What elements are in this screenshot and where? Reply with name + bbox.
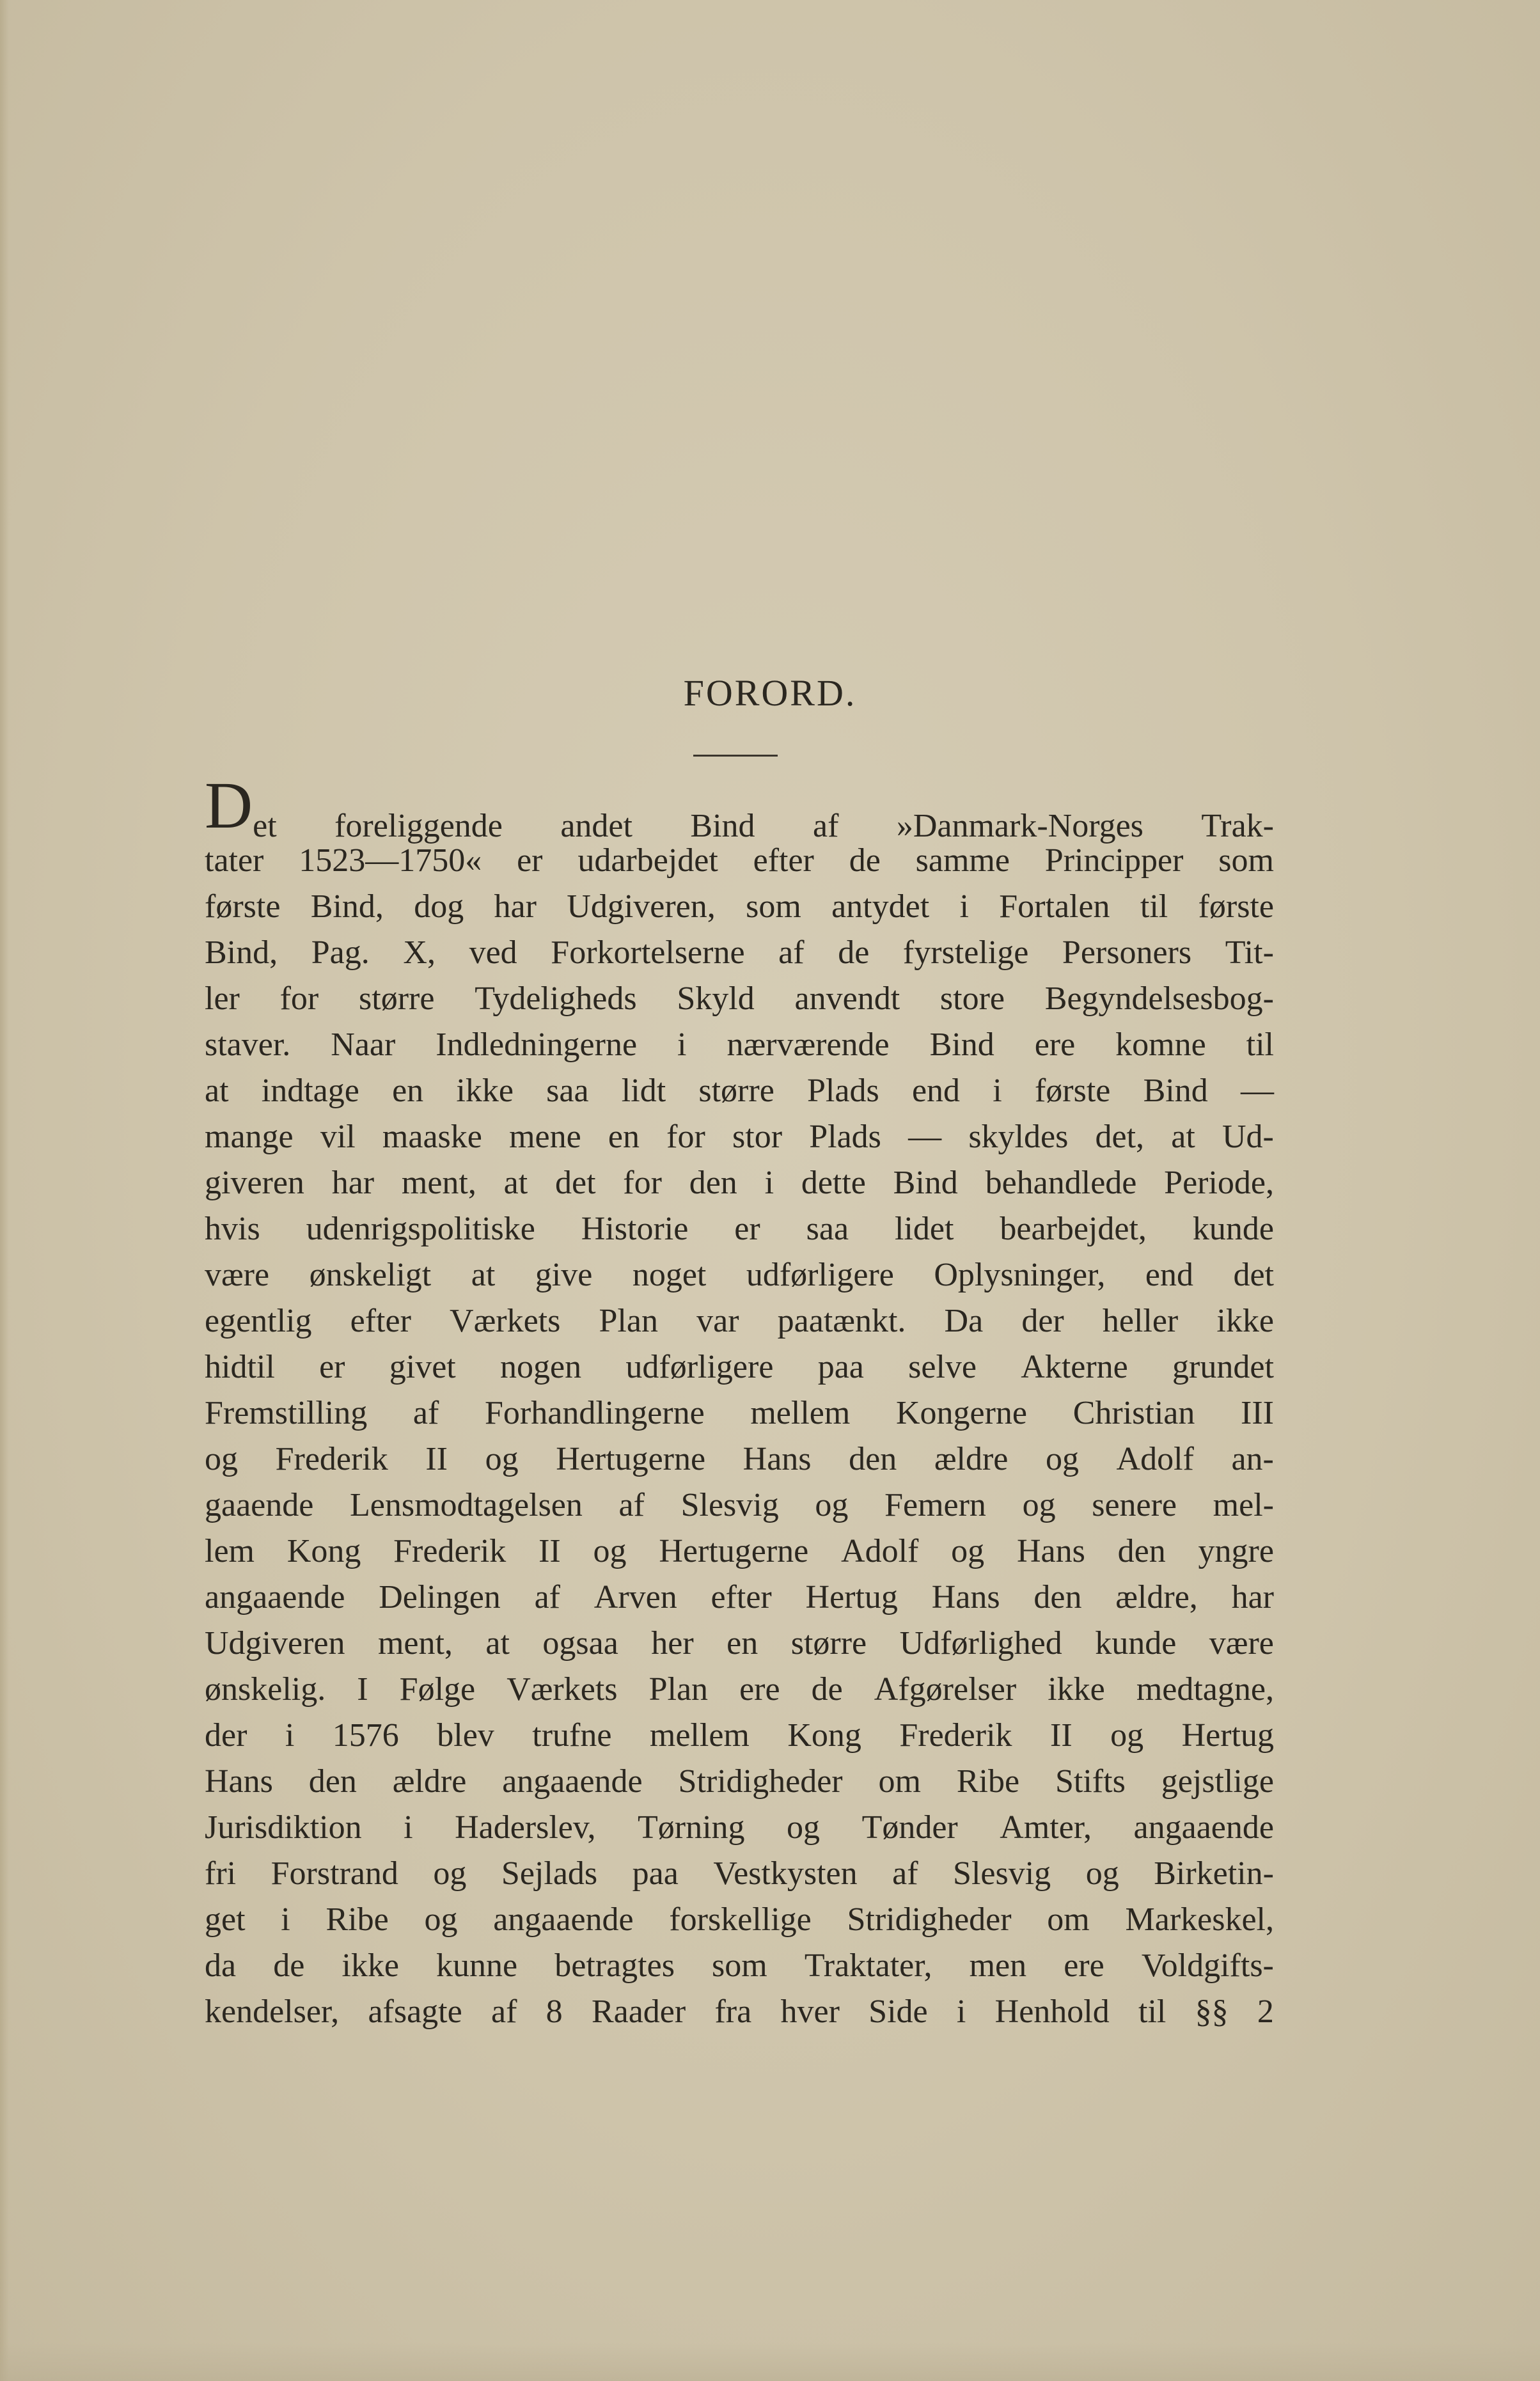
word: medtagne,	[1136, 1671, 1274, 1708]
word: af	[534, 1579, 560, 1615]
word: Bind	[1143, 1073, 1208, 1109]
text-line	[205, 884, 1274, 930]
word: i	[993, 1073, 1002, 1109]
word: II	[538, 1533, 561, 1569]
word: kunde	[1192, 1211, 1274, 1247]
word: og	[205, 1441, 238, 1477]
word: ikke	[456, 1073, 514, 1109]
word: Hans	[205, 1763, 273, 1800]
word: Arven	[593, 1579, 677, 1615]
word: Side	[868, 1993, 928, 2030]
word: paa	[817, 1349, 864, 1385]
word: og	[1085, 1855, 1119, 1892]
word: den	[689, 1165, 737, 1201]
word: staver.	[205, 1026, 291, 1063]
word: og	[433, 1855, 467, 1892]
word: 1576	[332, 1717, 399, 1754]
text-line	[205, 1390, 1274, 1436]
word: ere	[739, 1671, 780, 1708]
word: store	[939, 980, 1005, 1017]
word: og	[1022, 1487, 1056, 1523]
word: i	[959, 888, 969, 925]
word: Hans	[931, 1579, 1000, 1615]
word: get	[205, 1901, 246, 1938]
word: »Danmark-Norges	[896, 808, 1143, 844]
word: Følge	[399, 1671, 476, 1708]
word: er	[319, 1349, 345, 1385]
word: her	[651, 1625, 694, 1662]
word: Ribe	[956, 1763, 1020, 1800]
word: de	[273, 1947, 305, 1984]
word: Værkets	[450, 1303, 561, 1339]
word: Udførlighed	[899, 1625, 1062, 1662]
page-title: FORORD.	[683, 672, 857, 714]
text-line	[205, 1897, 1274, 1943]
word: tater	[205, 842, 264, 879]
word: paa	[632, 1855, 679, 1892]
word: er	[734, 1211, 760, 1247]
page-bottom-shadow	[0, 2343, 1540, 2381]
word: II	[425, 1441, 448, 1477]
word: Frederik	[899, 1717, 1012, 1754]
word: af	[491, 1993, 517, 2030]
text-line	[205, 1298, 1274, 1344]
word: det,	[1095, 1119, 1145, 1155]
word: Trak-	[1201, 808, 1274, 844]
word: Tydeligheds	[475, 980, 637, 1017]
word: Stridigheder	[678, 1763, 843, 1800]
text-line	[205, 1621, 1274, 1667]
word: et	[253, 808, 277, 844]
word: angaaende	[493, 1901, 634, 1938]
word: Kong	[287, 1533, 361, 1569]
word: paatænkt.	[777, 1303, 906, 1339]
word: Udgiveren,	[567, 888, 716, 925]
page-spine-edge	[0, 0, 9, 2381]
word: yngre	[1198, 1533, 1274, 1569]
word: Adolf	[1116, 1441, 1194, 1477]
word: vil	[320, 1119, 356, 1155]
word: i	[285, 1717, 295, 1754]
word: saa	[806, 1211, 849, 1247]
word: for	[623, 1165, 662, 1201]
word: noget	[632, 1257, 707, 1293]
word: Lensmodtagelsen	[349, 1487, 583, 1523]
word: trufne	[532, 1717, 612, 1754]
word: Kongerne	[895, 1395, 1028, 1431]
word: Ribe	[326, 1901, 389, 1938]
word: en	[608, 1119, 640, 1155]
word: §§	[1195, 1993, 1229, 2030]
word: i	[404, 1809, 413, 1846]
word: Henhold	[994, 1993, 1110, 2030]
word: nærværende	[727, 1026, 890, 1063]
word: større	[790, 1625, 867, 1662]
text-line	[205, 976, 1274, 1022]
word: ikke	[1216, 1303, 1274, 1339]
word: Haderslev,	[455, 1809, 596, 1846]
word: til	[1140, 888, 1168, 925]
word: udførligere	[746, 1257, 894, 1293]
text-line	[205, 1022, 1274, 1068]
word: er	[517, 842, 543, 879]
text-line	[205, 1436, 1274, 1482]
word: stor	[732, 1119, 783, 1155]
word: Forhandlingerne	[485, 1395, 705, 1431]
word: det	[554, 1165, 596, 1201]
text-line	[205, 1805, 1274, 1851]
word: fyrstelige	[902, 934, 1029, 971]
text-line	[205, 1344, 1274, 1390]
word: Jurisdiktion	[205, 1809, 362, 1846]
word: var	[696, 1303, 739, 1339]
text-line	[205, 1528, 1274, 1575]
word: Plads	[809, 1119, 881, 1155]
word: i	[281, 1901, 290, 1938]
word: kunne	[436, 1947, 518, 1984]
text-line	[205, 1160, 1274, 1206]
word: og	[1110, 1717, 1144, 1754]
word: men	[969, 1947, 1027, 1984]
word: lidet	[894, 1211, 954, 1247]
word: Ud-	[1222, 1119, 1274, 1155]
word: give	[535, 1257, 593, 1293]
word: givet	[389, 1349, 456, 1385]
word: Bind,	[205, 934, 278, 971]
word: mene	[509, 1119, 581, 1155]
word: har	[331, 1165, 375, 1201]
word: Tønder	[861, 1809, 958, 1846]
word: Birketin-	[1154, 1855, 1274, 1892]
word: den	[849, 1441, 897, 1477]
word: saa	[546, 1073, 589, 1109]
word: og	[815, 1487, 849, 1523]
word: Voldgifts-	[1141, 1947, 1274, 1984]
word: egentlig	[205, 1303, 312, 1339]
word: om	[878, 1763, 921, 1800]
word: Hertug	[1181, 1717, 1274, 1754]
word: i	[764, 1165, 774, 1201]
word: og	[1045, 1441, 1079, 1477]
word: mange	[205, 1119, 294, 1155]
text-line	[205, 930, 1274, 976]
word: dog	[414, 888, 464, 925]
word: større	[359, 980, 435, 1017]
word: Bind	[893, 1165, 958, 1201]
word: afsagte	[368, 1993, 462, 2030]
word: hvis	[205, 1211, 260, 1247]
word: Forstrand	[271, 1855, 398, 1892]
word: Oplysninger,	[934, 1257, 1106, 1293]
word: Slesvig	[680, 1487, 779, 1523]
word: Frederik	[393, 1533, 507, 1569]
text-line	[205, 1114, 1274, 1160]
word: —	[1240, 1073, 1274, 1109]
word: de	[849, 842, 881, 879]
word: grundet	[1172, 1349, 1274, 1385]
word: Historie	[581, 1211, 689, 1247]
word: komne	[1115, 1026, 1206, 1063]
word: nogen	[500, 1349, 582, 1385]
word: 1523—1750«	[299, 842, 482, 879]
word: Kong	[787, 1717, 861, 1754]
word: bearbejdet,	[1000, 1211, 1147, 1247]
word: Stridigheder	[847, 1901, 1012, 1938]
word: Skyld	[677, 980, 755, 1017]
word: lidt	[621, 1073, 666, 1109]
word: fri	[205, 1855, 237, 1892]
word: ikke	[1048, 1671, 1105, 1708]
word: for	[279, 980, 319, 1017]
word: maaske	[382, 1119, 482, 1155]
word: Sejlads	[501, 1855, 598, 1892]
word: være	[205, 1257, 270, 1293]
text-line	[205, 1943, 1274, 1989]
word: kunde	[1095, 1625, 1177, 1662]
word: mel-	[1213, 1487, 1274, 1523]
word: 8	[546, 1993, 563, 2030]
word: ønskelig.	[205, 1671, 326, 1708]
word: mellem	[649, 1717, 750, 1754]
word: den	[1033, 1579, 1082, 1615]
word: at	[471, 1257, 496, 1293]
text-line	[205, 1252, 1274, 1298]
word: Slesvig	[953, 1855, 1051, 1892]
word: heller	[1102, 1303, 1179, 1339]
word: Naar	[331, 1026, 396, 1063]
word: Hertug	[805, 1579, 898, 1615]
word: første	[1198, 888, 1274, 925]
word: Begyndelsesbog-	[1044, 980, 1274, 1017]
word: Bind	[690, 808, 755, 844]
word: af	[618, 1487, 645, 1523]
word: samme	[915, 842, 1010, 879]
word: første	[205, 888, 281, 925]
word: Adolf	[841, 1533, 919, 1569]
word: andet	[560, 808, 632, 844]
text-line	[205, 1989, 1274, 2035]
word: efter	[350, 1303, 411, 1339]
word: foreliggende	[334, 808, 503, 844]
word: Værkets	[507, 1671, 618, 1708]
word: III	[1241, 1395, 1274, 1431]
word: Udgiveren	[205, 1625, 345, 1662]
word: I	[357, 1671, 368, 1708]
word: giveren	[205, 1165, 304, 1201]
word: Frederik	[275, 1441, 388, 1477]
word: Hans	[742, 1441, 812, 1477]
word: gejstlige	[1161, 1763, 1274, 1800]
word: blev	[437, 1717, 494, 1754]
word: Akterne	[1021, 1349, 1128, 1385]
word: ældre	[934, 1441, 1009, 1477]
word: angaaende	[1133, 1809, 1274, 1846]
text-line	[205, 1667, 1274, 1713]
word: Vestkysten	[713, 1855, 858, 1892]
word: ere	[1034, 1026, 1076, 1063]
word: det	[1233, 1257, 1274, 1293]
word: at	[1171, 1119, 1195, 1155]
word: en	[727, 1625, 758, 1662]
body-text	[205, 769, 1274, 2035]
word: ældre,	[1115, 1579, 1198, 1615]
word: Forkortelserne	[551, 934, 745, 971]
word: udarbejdet	[578, 842, 718, 879]
word: og	[951, 1533, 985, 1569]
word: efter	[711, 1579, 772, 1615]
word: —	[908, 1119, 942, 1155]
word: gaaende	[205, 1487, 314, 1523]
word: som	[1218, 842, 1274, 879]
word: at	[485, 1625, 510, 1662]
word: an-	[1231, 1441, 1274, 1477]
word: af	[412, 1395, 439, 1431]
word: Fremstilling	[205, 1395, 368, 1431]
word: da	[205, 1947, 237, 1984]
text-line	[205, 1713, 1274, 1759]
word: Personers	[1062, 934, 1192, 971]
drop-cap: D	[205, 769, 253, 842]
word: den	[1117, 1533, 1166, 1569]
word: være	[1209, 1625, 1274, 1662]
word: Hans	[1016, 1533, 1085, 1569]
word: Christian	[1072, 1395, 1195, 1431]
word: ler	[205, 980, 240, 1017]
word: til	[1138, 1993, 1167, 2030]
word: Afgørelser	[874, 1671, 1017, 1708]
text-line	[205, 769, 1274, 844]
word: dette	[801, 1165, 866, 1201]
word: Hertugerne	[556, 1441, 706, 1477]
word: i	[677, 1026, 687, 1063]
text-line	[205, 1206, 1274, 1252]
word: større	[698, 1073, 774, 1109]
word: til	[1246, 1026, 1274, 1063]
word: end	[911, 1073, 961, 1109]
word: ældre	[392, 1763, 467, 1800]
word: antydet	[831, 888, 930, 925]
word: som	[712, 1947, 767, 1984]
word: Plads	[807, 1073, 879, 1109]
word: Periode,	[1164, 1165, 1274, 1201]
word: som	[746, 888, 801, 925]
word: de	[838, 934, 870, 971]
word: hidtil	[205, 1349, 275, 1385]
word: X,	[403, 934, 436, 971]
word: fra	[714, 1993, 752, 2030]
word: Fortalen	[999, 888, 1110, 925]
text-line	[205, 1575, 1274, 1621]
word: den	[308, 1763, 357, 1800]
word: Principper	[1044, 842, 1184, 879]
word: af	[812, 808, 839, 844]
word: hver	[780, 1993, 840, 2030]
word: anvendt	[794, 980, 900, 1017]
word: selve	[908, 1349, 977, 1385]
word: og	[485, 1441, 519, 1477]
word: ogsaa	[542, 1625, 618, 1662]
word: Hertugerne	[659, 1533, 809, 1569]
word: ment,	[377, 1625, 453, 1662]
word: ere	[1064, 1947, 1104, 1984]
word: Stifts	[1055, 1763, 1126, 1800]
word: Plan	[648, 1671, 709, 1708]
word: kendelser,	[205, 1993, 340, 2030]
word: ment,	[401, 1165, 476, 1201]
word: der	[1021, 1303, 1064, 1339]
word: lem	[205, 1533, 255, 1569]
word: ved	[469, 934, 517, 971]
word: udenrigspolitiske	[306, 1211, 535, 1247]
word: Markeskel,	[1125, 1901, 1274, 1938]
word: senere	[1092, 1487, 1177, 1523]
word: Bind,	[310, 888, 384, 925]
word: om	[1047, 1901, 1090, 1938]
word: Traktater,	[804, 1947, 932, 1984]
word: en	[392, 1073, 424, 1109]
word: forskellige	[669, 1901, 812, 1938]
word: og	[424, 1901, 458, 1938]
word: angaaende	[502, 1763, 643, 1800]
text-line	[205, 1068, 1274, 1114]
word: efter	[753, 842, 814, 879]
word: Femern	[884, 1487, 986, 1523]
word: og	[787, 1809, 821, 1846]
word: Tørning	[638, 1809, 745, 1846]
word: Plan	[599, 1303, 658, 1339]
word: udførligere	[625, 1349, 774, 1385]
word: 2	[1257, 1993, 1274, 2030]
word: indtage	[261, 1073, 359, 1109]
word: Da	[944, 1303, 984, 1339]
word: ikke	[342, 1947, 399, 1984]
word: har	[494, 888, 537, 925]
word: har	[1231, 1579, 1274, 1615]
text-line	[205, 1851, 1274, 1897]
word: der	[205, 1717, 248, 1754]
word: de	[811, 1671, 843, 1708]
word: mellem	[750, 1395, 851, 1431]
text-line	[205, 1482, 1274, 1528]
word: for	[666, 1119, 705, 1155]
word: første	[1034, 1073, 1111, 1109]
text-line	[205, 1759, 1274, 1805]
word: Amter,	[1000, 1809, 1092, 1846]
word: at	[205, 1073, 229, 1109]
word: at	[503, 1165, 528, 1201]
word: end	[1145, 1257, 1193, 1293]
word: Bind	[929, 1026, 994, 1063]
word: Indledningerne	[436, 1026, 638, 1063]
word: Raader	[591, 1993, 686, 2030]
word: skyldes	[968, 1119, 1069, 1155]
word: Pag.	[311, 934, 370, 971]
word: ønskeligt	[309, 1257, 432, 1293]
word: betragtes	[554, 1947, 675, 1984]
word: af	[778, 934, 805, 971]
word: behandlede	[985, 1165, 1137, 1201]
word: i	[956, 1993, 966, 2030]
word: af	[892, 1855, 918, 1892]
word: Tit-	[1225, 934, 1274, 971]
title-divider	[693, 755, 778, 757]
word: II	[1050, 1717, 1072, 1754]
word: angaaende	[205, 1579, 345, 1615]
word: og	[593, 1533, 627, 1569]
word: Delingen	[379, 1579, 501, 1615]
